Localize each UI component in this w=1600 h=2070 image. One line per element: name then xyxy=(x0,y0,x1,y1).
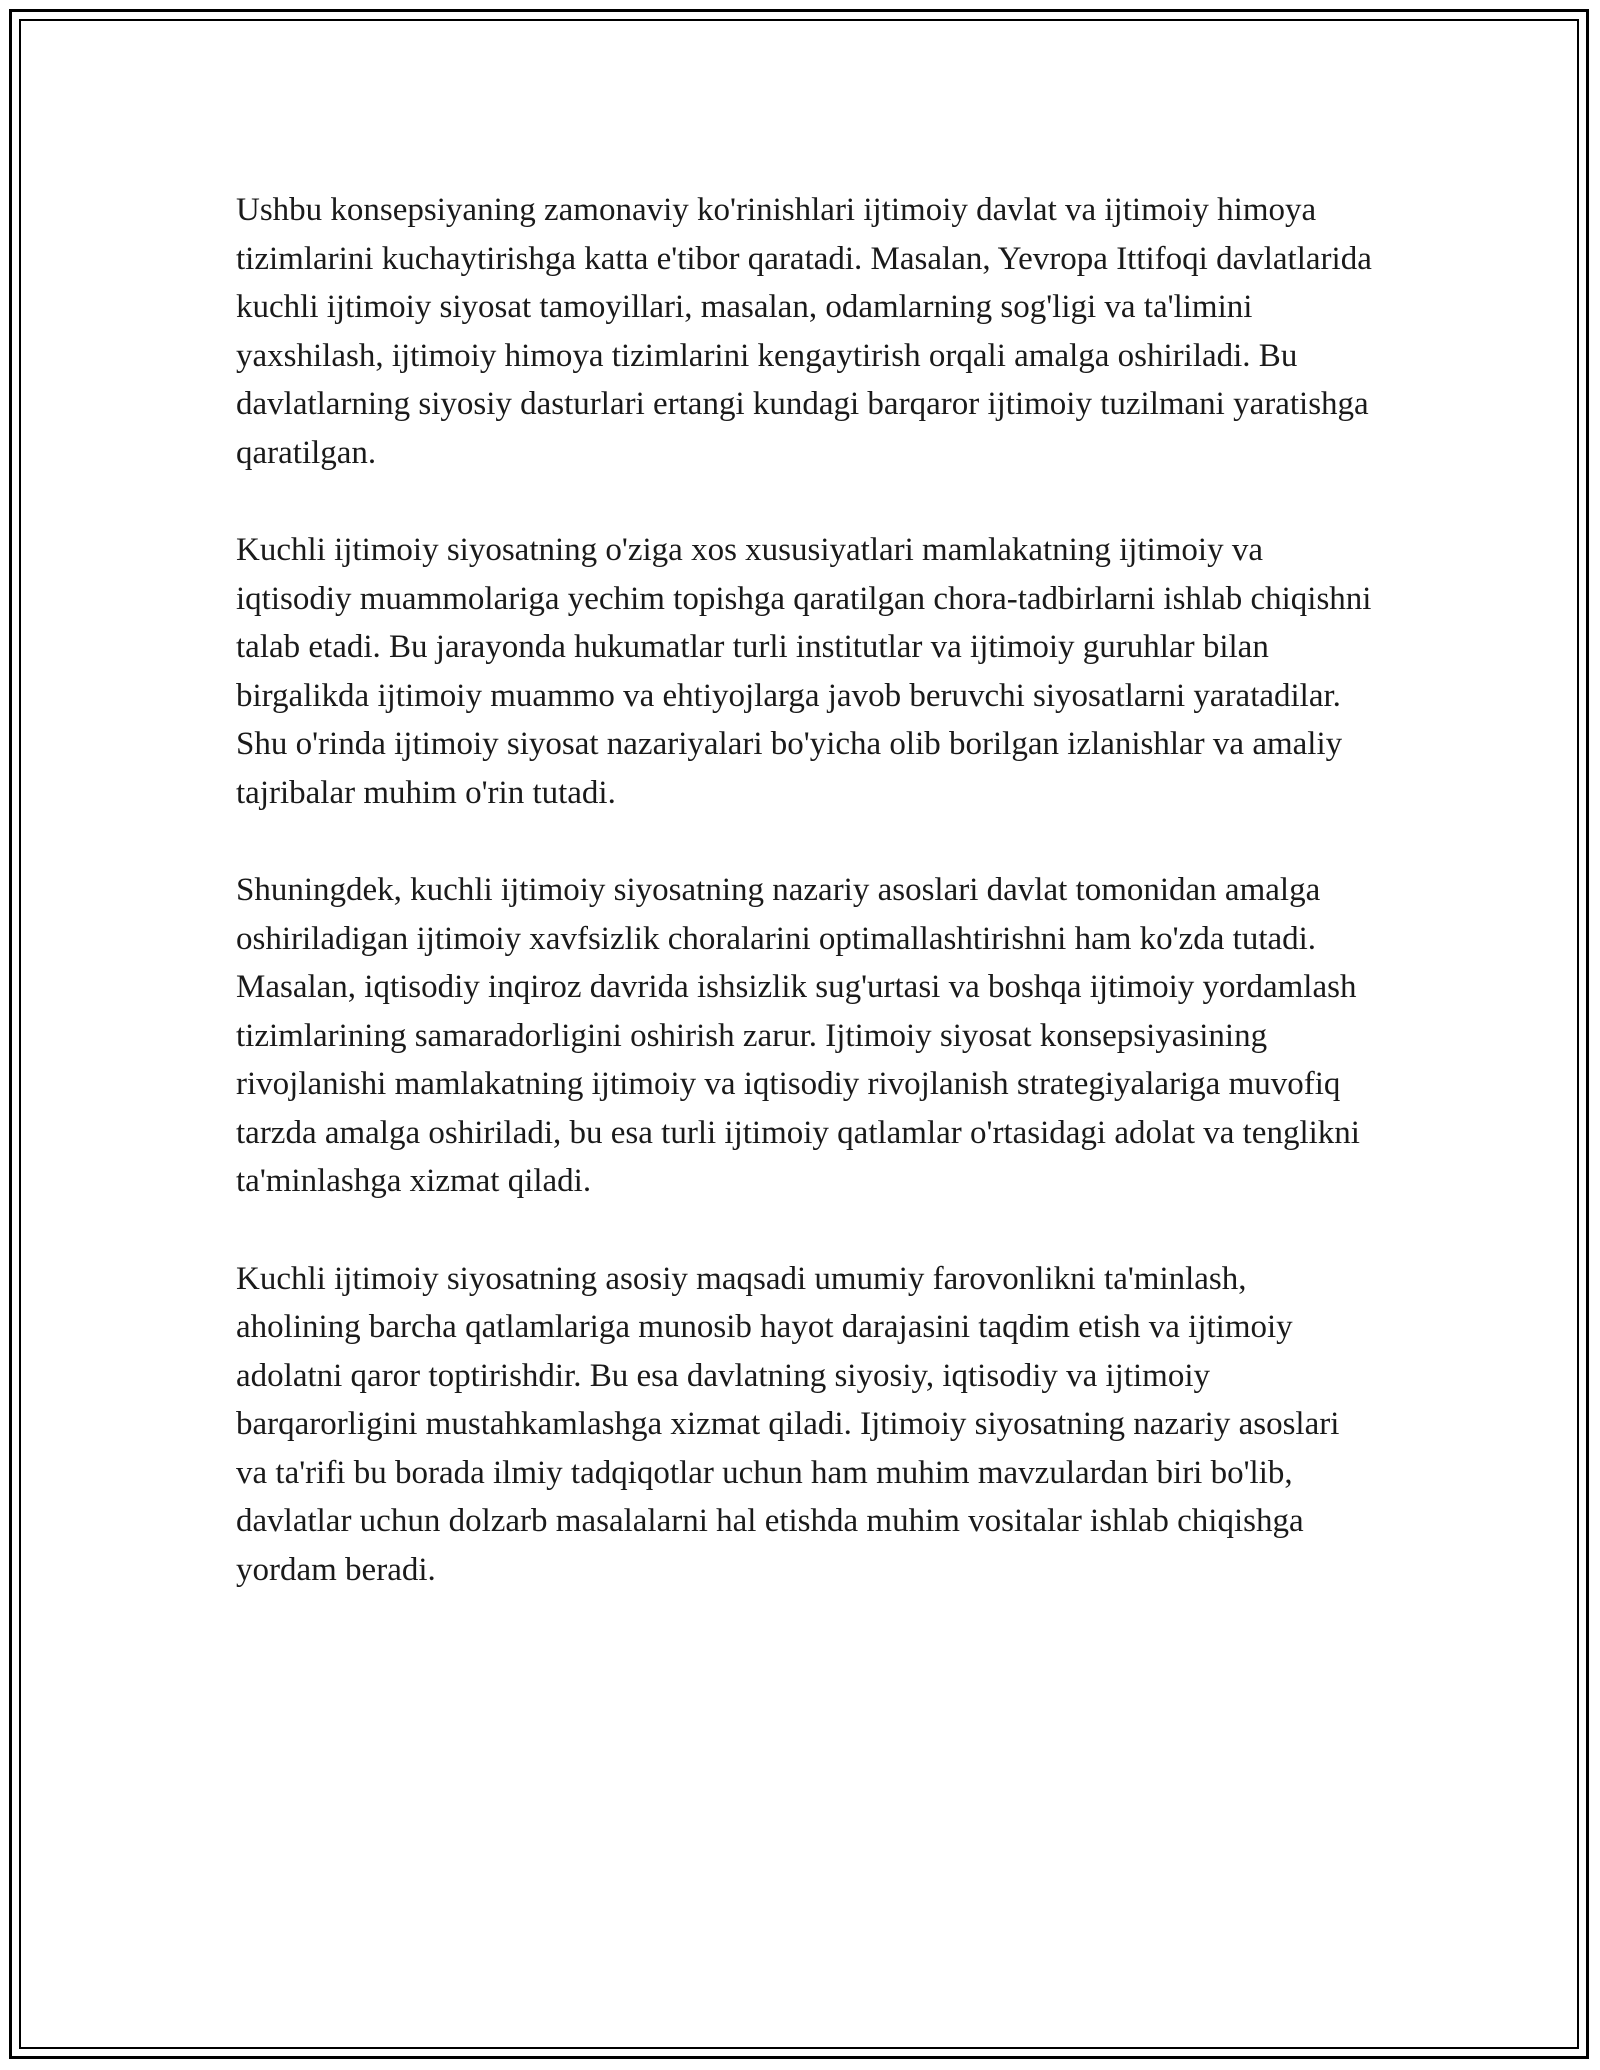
paragraph-1: Ushbu konsepsiyaning zamonaviy ko'rinishlari ijtimoiy davlat va ijtimoiy himoya tizimlarini kuchaytirishga katta e'tibor qaratadi. Masalan, Yevropa Ittifoqi davlatlarida kuchli ijtimoiy siyosat tamoyillari, masalan, odamlarning sog'ligi va ta'limini yaxshilash, ijtimoiy himoya tizimlarini kengaytirish orqali amalga oshiriladi. Bu davlatlarning siyosiy dasturlari ertangi kundagi barqaror ijtimoiy tuzilmani yaratishga qaratilgan. xyxy=(236,192,1372,471)
paragraph-4: Kuchli ijtimoiy siyosatning asosiy maqsadi umumiy farovonlikni ta'minlash, aholining barcha qatlamlariga munosib hayot darajasini taqdim etish va ijtimoiy adolatni qaror toptirishdir. Bu esa davlatning siyosiy, iqtisodiy va ijtimoiy barqarorligini mustahkamlashga xizmat qiladi. Ijtimoiy siyosatning nazariy asoslari va ta'rifi bu borada ilmiy tadqiqotlar uchun ham muhim mavzulardan biri bo'lib, davlatlar uchun dolzarb masalalarni hal etishda muhim vositalar ishlab chiqishga yordam beradi. xyxy=(236,1260,1340,1588)
document-body xyxy=(236,186,1376,1643)
paragraph-2: Kuchli ijtimoiy siyosatning o'ziga xos xususiyatlari mamlakatning ijtimoiy va iqtisodiy muammolariga yechim topishga qaratilgan chora-tadbirlarni ishlab chiqishni talab etadi. Bu jarayonda hukumatlar turli institutlar va ijtimoiy guruhlar bilan birgalikda ijtimoiy muammo va ehtiyojlarga javob beruvchi siyosatlarni yaratadilar. Shu o'rinda ijtimoiy siyosat nazariyalari bo'yicha olib borilgan izlanishlar va amaliy tajribalar muhim o'rin tutadi. xyxy=(236,532,1372,811)
paragraph-3: Shuningdek, kuchli ijtimoiy siyosatning nazariy asoslari davlat tomonidan amalga oshiriladigan ijtimoiy xavfsizlik choralarini optimallashtirishni ham ko'zda tutadi. Masalan, iqtisodiy inqiroz davrida ishsizlik sug'urtasi va boshqa ijtimoiy yordamlash tizimlarining samaradorligini oshirish zarur. Ijtimoiy siyosat konsepsiyasining rivojlanishi mamlakatning ijtimoiy va iqtisodiy rivojlanish strategiyalariga muvofiq tarzda amalga oshiriladi, bu esa turli ijtimoiy qatlamlar o'rtasidagi adolat va tenglikni ta'minlashga xizmat qiladi. xyxy=(236,872,1360,1199)
